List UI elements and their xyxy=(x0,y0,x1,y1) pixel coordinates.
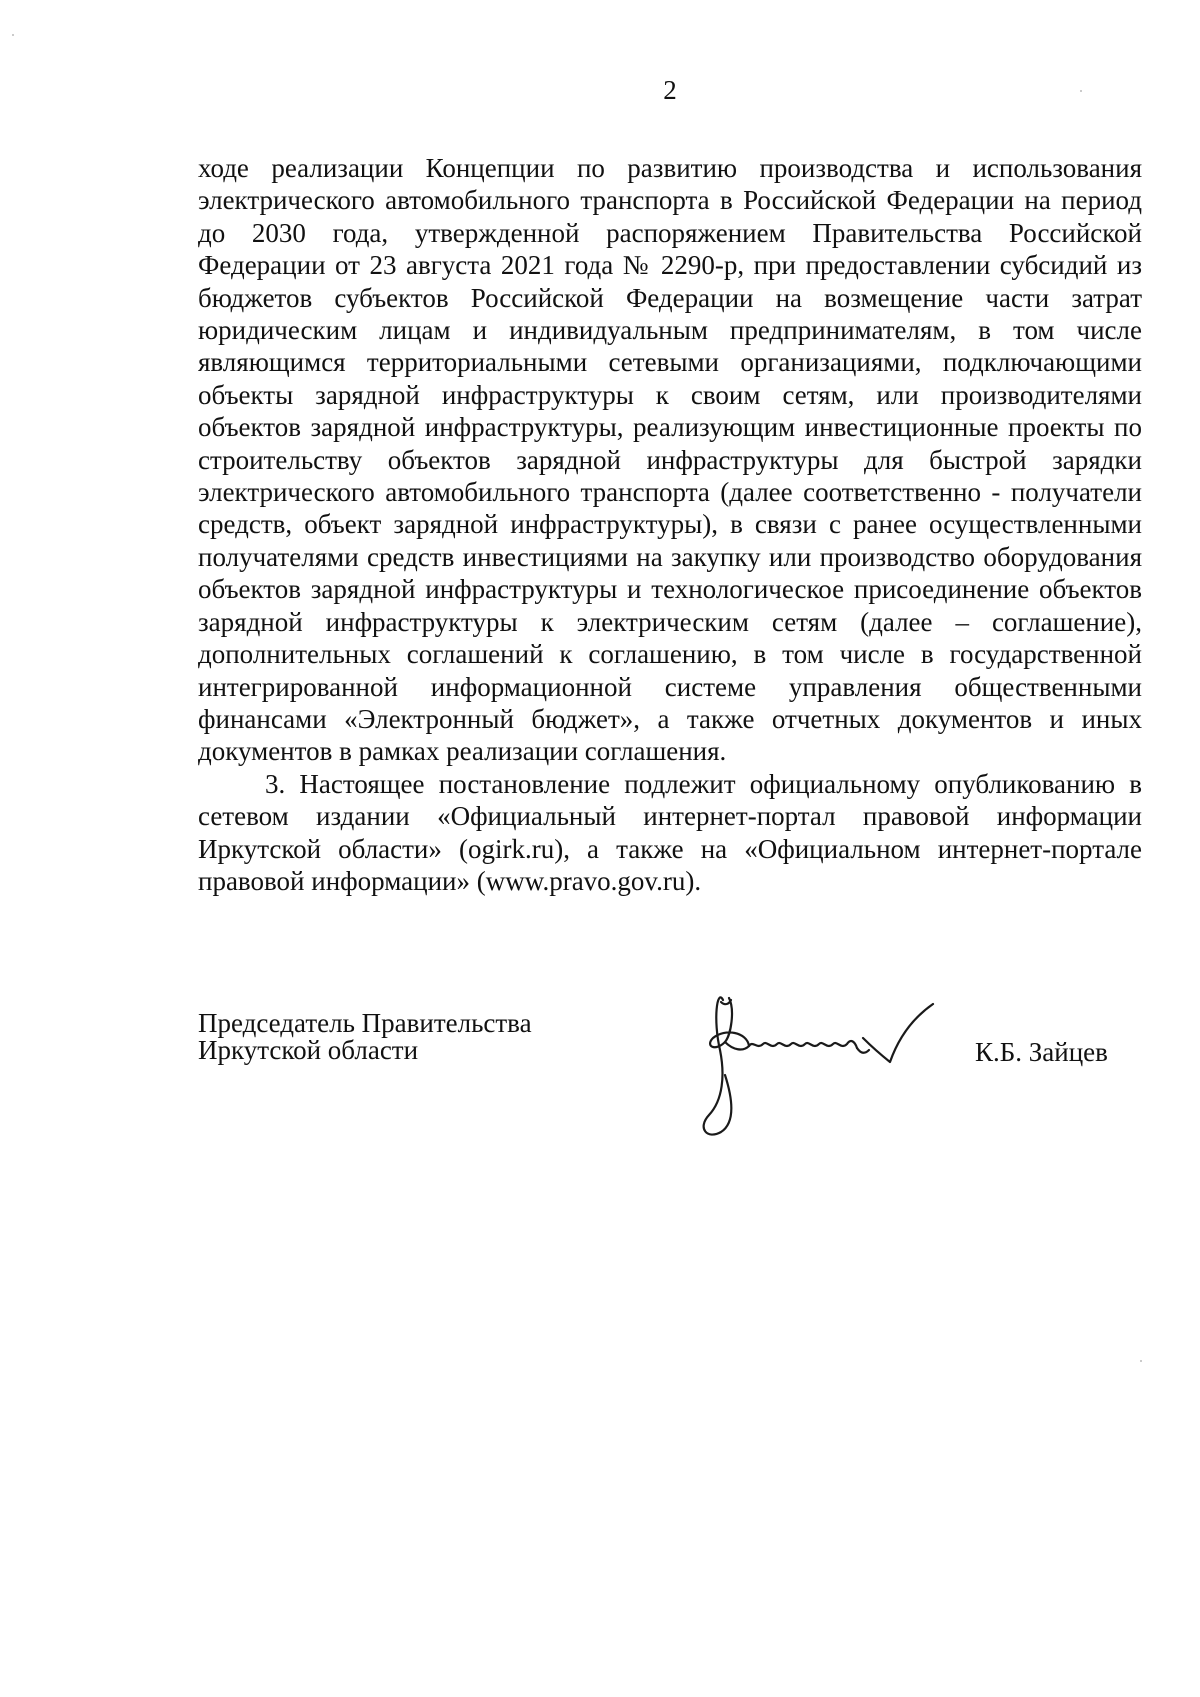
document-body xyxy=(198,152,1142,897)
scan-artifact xyxy=(12,34,14,36)
handwritten-signature-icon xyxy=(685,980,955,1140)
signer-title-line-2: Иркутской области xyxy=(198,1035,419,1065)
paragraph-publication-clause: 3. Настоящее постановление подлежит официальному опубликованию в сетевом издании «Официальный интернет-портал правовой информации Иркутской области» (ogirk.ru), а также на «Официальном интернет-портале правовой информации» (www.pravo.gov.ru). xyxy=(198,768,1142,896)
scan-artifact xyxy=(1080,90,1082,92)
signature-block xyxy=(0,1000,1200,1140)
signer-title xyxy=(198,1010,532,1064)
signer-title-line-1: Председатель Правительства xyxy=(198,1008,532,1038)
signer-name: К.Б. Зайцев xyxy=(975,1037,1108,1067)
page-number: 2 xyxy=(663,75,677,105)
scan-artifact xyxy=(1140,1360,1142,1362)
paragraph-continuation: ходе реализации Концепции по развитию производства и использования электрического автомобильного транспорта в Российской Федерации на период до 2030 года, утвержденной распоряжением Правительства Российской Федерации от 23 августа 2021 года № 2290-р, при предоставлении субсидий из бюджетов субъектов Российской Федерации на возмещение части затрат юридическим лицам и индивидуальным предпринимателям, в том числе являющимся территориальными сетевыми организациями, подключающими объекты зарядной инфраструктуры к своим сетям, или производителями объектов зарядной инфраструктуры, реализующим инвестиционные проекты по строительству объектов зарядной инфраструктуры для быстрой зарядки электрического автомобильного транспорта (далее соответственно - получатели средств, объект зарядной инфраструктуры), в связи с ранее осуществленными получателями средств инвестициями на закупку или производство оборудования объектов зарядной инфраструктуры и технологическое присоединение объектов зарядной инфраструктуры к электрическим сетям (далее – соглашение), дополнительных соглашений к соглашению, в том числе в государственной интегрированной информационной системе управления общественными финансами «Электронный бюджет», а также отчетных документов и иных документов в рамках реализации соглашения. xyxy=(198,153,1142,767)
